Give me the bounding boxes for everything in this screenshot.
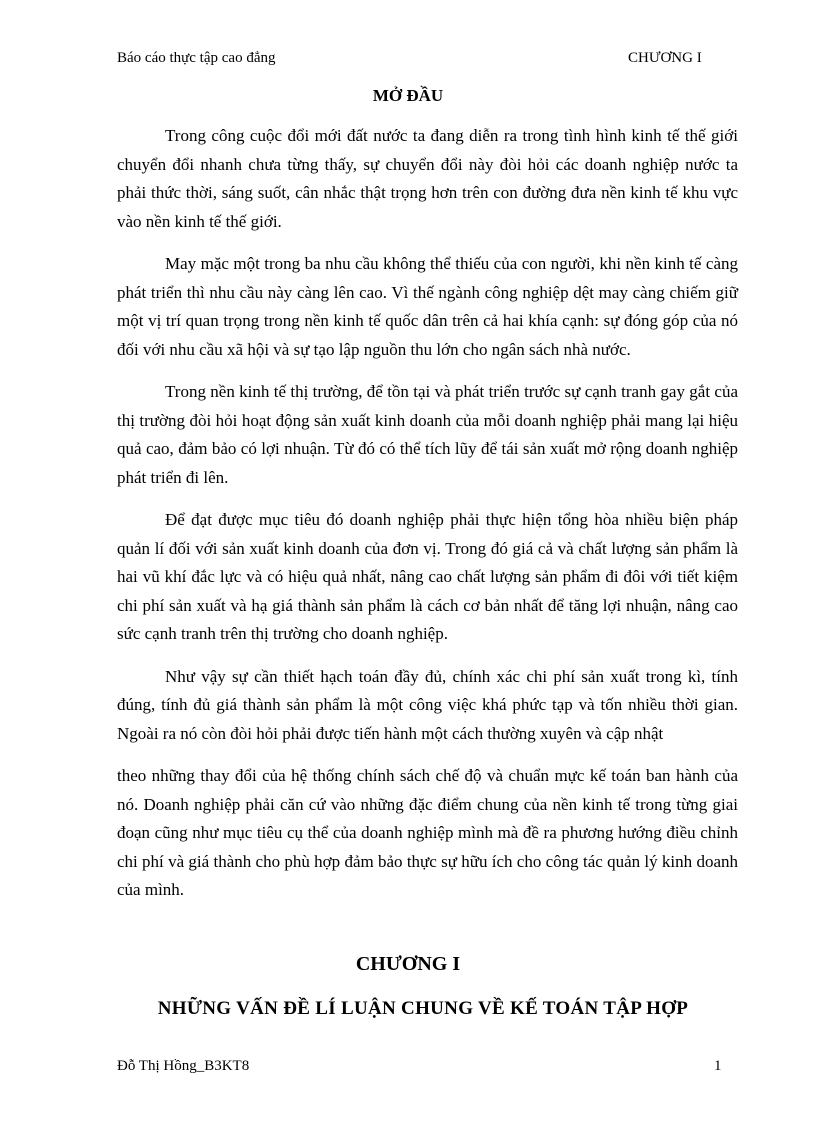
page-title: MỞ ĐẦU <box>372 86 444 105</box>
paragraph: Như vậy sự cần thiết hạch toán đầy đủ, chính xác chi phí sản xuất trong kì, tính đúng, tính đủ giá thành sản phẩm là một công việc khá phức tạp và tốn nhiều thời gian. Ngoài ra nó còn đòi hỏi phải được tiến hành một cách thường xuyên và cập nhật <box>117 666 738 743</box>
page-number: 1 <box>714 1058 722 1074</box>
header-chapter-label: CHƯƠNG I <box>628 50 702 66</box>
body-text <box>117 122 738 919</box>
paragraph: Trong nền kinh tế thị trường, để tồn tại và phát triển trước sự cạnh tranh gay gắt của thị trường đòi hỏi hoạt động sản xuất kinh doanh của mỗi doanh nghiệp phải mang lại hiệu quả cao, đảm bảo có lợi nhuận. Từ đó có thể tích lũy để tái sản xuất mở rộng doanh nghiệp phát triển đi lên. <box>117 382 738 487</box>
paragraph-continuation: theo những thay đổi của hệ thống chính sách chế độ và chuẩn mực kế toán ban hành của nó. Doanh nghiệp phải căn cứ vào những đặc điểm chung của nền kinh tế trong từng giai đoạn cũng như mục tiêu cụ thể của doanh nghiệp mình mà đề ra phương hướng điều chỉnh chi phí và giá thành cho phù hợp đảm bảo thực sự hữu ích cho công tác quản lý kinh doanh của mình. <box>117 766 738 899</box>
paragraph: May mặc một trong ba nhu cầu không thể thiếu của con người, khi nền kinh tế càng phát triển thì nhu cầu này càng lên cao. Vì thế ngành công nghiệp dệt may càng chiếm giữ một vị trí quan trọng trong nền kinh tế quốc dân trên cả hai khía cạnh: sự đóng góp của nó đối với nhu cầu xã hội và sự tạo lập nguồn thu lớn cho ngân sách nhà nước. <box>117 254 738 359</box>
header-report-title: Báo cáo thực tập cao đẳng <box>117 50 276 66</box>
paragraph: Để đạt được mục tiêu đó doanh nghiệp phải thực hiện tổng hòa nhiều biện pháp quản lí đối với sản xuất kinh doanh của đơn vị. Trong đó giá cả và chất lượng sản phẩm là hai vũ khí đắc lực và có hiệu quả nhất, nâng cao chất lượng sản phẩm đi đôi với tiết kiệm chi phí sản xuất và hạ giá thành sản phẩm là cách cơ bản nhất để tăng lợi nhuận, nâng cao sức cạnh tranh trên thị trường cho doanh nghiệp. <box>117 510 738 643</box>
paragraph: Trong công cuộc đổi mới đất nước ta đang diễn ra trong tình hình kinh tế thế giới chuyển đổi nhanh chưa từng thấy, sự chuyển đổi này đòi hỏi các doanh nghiệp nước ta phải thức thời, sáng suốt, cân nhắc thật trọng hơn trên con đường đưa nền kinh tế khu vực vào nền kinh tế thế giới. <box>117 126 738 231</box>
chapter-subtitle: NHỮNG VẤN ĐỀ LÍ LUẬN CHUNG VỀ KẾ TOÁN TẬP HỢP <box>157 998 689 1019</box>
footer-author: Đỗ Thị Hồng_B3KT8 <box>117 1058 250 1074</box>
chapter-heading: CHƯƠNG I <box>355 953 461 975</box>
